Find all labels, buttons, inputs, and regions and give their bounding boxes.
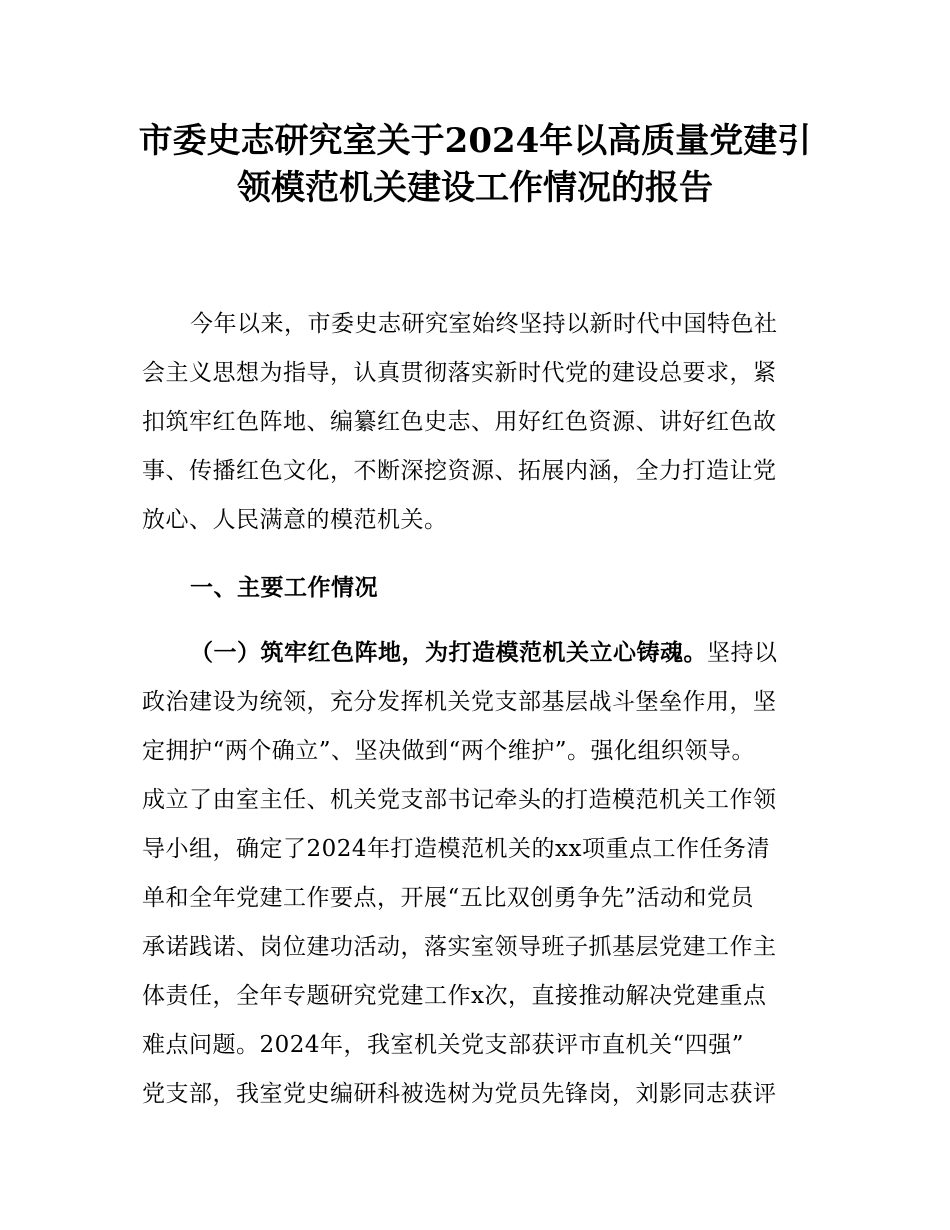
body-line: 体责任，全年专题研究党建工作x次，直接推动解决党建重点 — [142, 983, 767, 1009]
subsection-heading: （一）筑牢红色阵地，为打造模范机关立心铸魂。 — [190, 640, 707, 666]
intro-line: 放心、人民满意的模范机关。 — [142, 507, 448, 533]
subsection-first-line-rest: 坚持以 — [707, 640, 778, 666]
intro-line: 今年以来，市委史志研究室始终坚持以新时代中国特色社 — [190, 311, 778, 337]
body-line: 党支部，我室党史编研科被选树为党员先锋岗，刘影同志获评 — [142, 1081, 777, 1107]
body-line: 导小组，确定了2024年打造模范机关的xx项重点工作任务清 — [142, 836, 770, 862]
document-title-line-1: 市委史志研究室关于2024年以高质量党建引 — [138, 121, 812, 161]
intro-line: 会主义思想为指导，认真贯彻落实新时代党的建设总要求，紧 — [142, 360, 777, 386]
body-line: 单和全年党建工作要点，开展“五比双创勇争先”活动和党员 — [142, 885, 755, 911]
intro-line: 事、传播红色文化，不断深挖资源、拓展内涵，全力打造让党 — [142, 458, 777, 484]
body-line: 难点问题。2024年，我室机关党支部获评市直机关“四强” — [142, 1032, 745, 1058]
subsection-first-line — [190, 637, 778, 669]
section-heading: 一、主要工作情况 — [190, 575, 378, 601]
body-line: 定拥护“两个确立”、坚决做到“两个维护”。强化组织领导。 — [142, 738, 756, 764]
body-line: 政治建设为统领，充分发挥机关党支部基层战斗堡垒作用，坚 — [142, 689, 777, 715]
body-line: 承诺践诺、岗位建功活动，落实室领导班子抓基层党建工作主 — [142, 934, 777, 960]
document-title-line-2: 领模范机关建设工作情况的报告 — [237, 168, 713, 208]
intro-line: 扣筑牢红色阵地、编纂红色史志、用好红色资源、讲好红色故 — [142, 409, 777, 435]
body-line: 成立了由室主任、机关党支部书记牵头的打造模范机关工作领 — [142, 787, 777, 813]
